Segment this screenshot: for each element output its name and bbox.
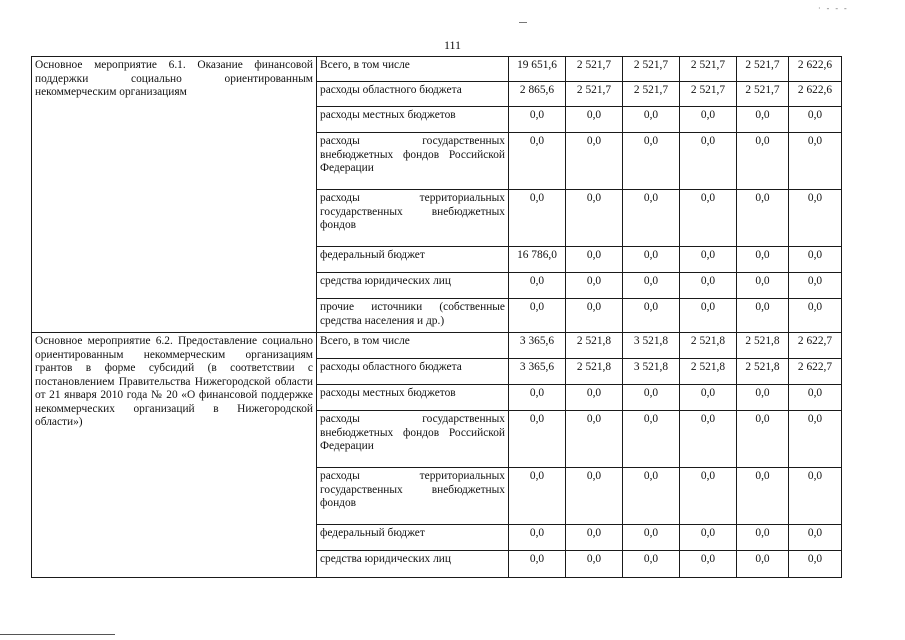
budget-table-body — [32, 57, 842, 578]
amount-cell: 0,0 — [566, 468, 623, 525]
amount-cell: 0,0 — [789, 247, 842, 273]
amount-cell: 0,0 — [680, 107, 737, 133]
amount-cell: 0,0 — [566, 247, 623, 273]
scan-footer-line — [0, 634, 115, 635]
funding-source-cell: средства юридических лиц — [317, 273, 509, 299]
funding-source-cell: прочие источники (собственные средства населения и др.) — [317, 299, 509, 333]
amount-cell: 0,0 — [566, 190, 623, 247]
amount-cell: 2 622,6 — [789, 82, 842, 107]
amount-cell: 0,0 — [680, 468, 737, 525]
amount-cell: 0,0 — [789, 107, 842, 133]
amount-cell: 0,0 — [509, 299, 566, 333]
funding-source-cell: расходы государственных внебюджетных фондов Российской Федерации — [317, 411, 509, 468]
amount-cell: 2 521,7 — [566, 57, 623, 82]
amount-cell: 0,0 — [566, 385, 623, 411]
amount-cell: 0,0 — [789, 190, 842, 247]
amount-cell: 0,0 — [623, 385, 680, 411]
amount-cell: 0,0 — [566, 273, 623, 299]
amount-cell: 0,0 — [680, 190, 737, 247]
amount-cell: 0,0 — [737, 273, 789, 299]
amount-cell: 0,0 — [566, 551, 623, 578]
budget-table — [31, 56, 842, 578]
funding-source-cell: Всего, в том числе — [317, 333, 509, 359]
amount-cell: 0,0 — [509, 190, 566, 247]
amount-cell: 0,0 — [509, 133, 566, 190]
amount-cell: 0,0 — [509, 525, 566, 551]
amount-cell: 0,0 — [737, 190, 789, 247]
amount-cell: 0,0 — [789, 411, 842, 468]
amount-cell: 2 521,7 — [680, 82, 737, 107]
amount-cell: 2 521,8 — [680, 333, 737, 359]
table-row — [32, 57, 842, 82]
amount-cell: 0,0 — [680, 273, 737, 299]
amount-cell: 0,0 — [509, 273, 566, 299]
amount-cell: 0,0 — [566, 525, 623, 551]
amount-cell: 0,0 — [566, 299, 623, 333]
amount-cell: 0,0 — [737, 551, 789, 578]
amount-cell: 0,0 — [509, 411, 566, 468]
amount-cell: 3 521,8 — [623, 359, 680, 385]
amount-cell: 0,0 — [737, 247, 789, 273]
amount-cell: 0,0 — [623, 273, 680, 299]
amount-cell: 0,0 — [509, 468, 566, 525]
amount-cell: 0,0 — [737, 133, 789, 190]
amount-cell: 0,0 — [737, 468, 789, 525]
amount-cell: 0,0 — [623, 468, 680, 525]
amount-cell: 0,0 — [789, 551, 842, 578]
amount-cell: 3 365,6 — [509, 359, 566, 385]
amount-cell: 0,0 — [680, 525, 737, 551]
funding-source-cell: федеральный бюджет — [317, 525, 509, 551]
funding-source-cell: расходы местных бюджетов — [317, 107, 509, 133]
amount-cell: 0,0 — [680, 411, 737, 468]
amount-cell: 2 521,8 — [566, 333, 623, 359]
amount-cell: 0,0 — [509, 551, 566, 578]
amount-cell: 3 521,8 — [623, 333, 680, 359]
amount-cell: 0,0 — [623, 411, 680, 468]
amount-cell: 0,0 — [623, 525, 680, 551]
amount-cell: 0,0 — [509, 107, 566, 133]
amount-cell: 0,0 — [566, 411, 623, 468]
amount-cell: 0,0 — [789, 385, 842, 411]
funding-source-cell: Всего, в том числе — [317, 57, 509, 82]
amount-cell: 19 651,6 — [509, 57, 566, 82]
amount-cell: 0,0 — [623, 133, 680, 190]
amount-cell: 2 521,8 — [566, 359, 623, 385]
amount-cell: 2 521,8 — [737, 333, 789, 359]
activity-cell: Основное мероприятие 6.2. Предоставление социально ориентированным некоммерческим организациям грантов в форме субсидий (в соответствии с постановлением Правительства Нижегородской области от 21 января 2010 года № 20 «О финансовой поддержке некоммерческих организаций в Нижегородской области») — [32, 333, 317, 578]
amount-cell: 2 622,7 — [789, 359, 842, 385]
amount-cell: 0,0 — [623, 299, 680, 333]
amount-cell: 0,0 — [737, 525, 789, 551]
amount-cell: 2 622,7 — [789, 333, 842, 359]
amount-cell: 0,0 — [789, 525, 842, 551]
amount-cell: 0,0 — [789, 133, 842, 190]
amount-cell: 2 521,7 — [680, 57, 737, 82]
amount-cell: 0,0 — [566, 133, 623, 190]
amount-cell: 0,0 — [789, 299, 842, 333]
funding-source-cell: расходы территориальных государственных внебюджетных фондов — [317, 190, 509, 247]
table-row — [32, 333, 842, 359]
funding-source-cell: расходы местных бюджетов — [317, 385, 509, 411]
amount-cell: 2 521,7 — [623, 57, 680, 82]
page-number: 111 — [443, 38, 462, 52]
amount-cell: 0,0 — [623, 107, 680, 133]
amount-cell: 2 521,7 — [623, 82, 680, 107]
funding-source-cell: расходы областного бюджета — [317, 359, 509, 385]
amount-cell: 0,0 — [680, 133, 737, 190]
amount-cell: 0,0 — [789, 273, 842, 299]
amount-cell: 0,0 — [680, 247, 737, 273]
amount-cell: 0,0 — [566, 107, 623, 133]
amount-cell: 0,0 — [680, 551, 737, 578]
amount-cell: 0,0 — [789, 468, 842, 525]
activity-cell: Основное мероприятие 6.1. Оказание финансовой поддержки социально ориентированным некоммерческим организациям — [32, 57, 317, 333]
funding-source-cell: средства юридических лиц — [317, 551, 509, 578]
funding-source-cell: расходы государственных внебюджетных фондов Российской Федерации — [317, 133, 509, 190]
amount-cell: 2 521,7 — [737, 57, 789, 82]
amount-cell: 0,0 — [623, 551, 680, 578]
amount-cell: 16 786,0 — [509, 247, 566, 273]
amount-cell: 2 622,6 — [789, 57, 842, 82]
scan-mark — [519, 22, 527, 23]
amount-cell: 0,0 — [680, 299, 737, 333]
funding-source-cell: федеральный бюджет — [317, 247, 509, 273]
amount-cell: 0,0 — [623, 190, 680, 247]
amount-cell: 0,0 — [737, 299, 789, 333]
funding-source-cell: расходы территориальных государственных внебюджетных фондов — [317, 468, 509, 525]
amount-cell: 0,0 — [737, 107, 789, 133]
amount-cell: 2 521,7 — [737, 82, 789, 107]
amount-cell: 0,0 — [509, 385, 566, 411]
amount-cell: 3 365,6 — [509, 333, 566, 359]
amount-cell: 2 521,8 — [737, 359, 789, 385]
funding-source-cell: расходы областного бюджета — [317, 82, 509, 107]
amount-cell: 0,0 — [680, 385, 737, 411]
amount-cell: 2 521,8 — [680, 359, 737, 385]
amount-cell: 0,0 — [737, 411, 789, 468]
amount-cell: 2 521,7 — [566, 82, 623, 107]
scan-corner-marks: · - - - — [818, 4, 849, 13]
amount-cell: 0,0 — [623, 247, 680, 273]
amount-cell: 2 865,6 — [509, 82, 566, 107]
amount-cell: 0,0 — [737, 385, 789, 411]
